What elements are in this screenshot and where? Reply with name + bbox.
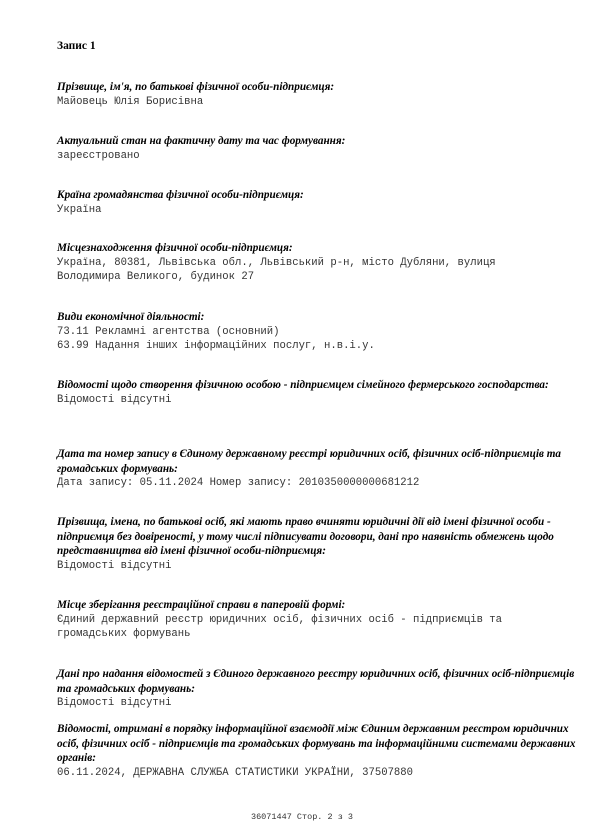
field-value: Майовець Юлія Борисівна: [57, 95, 204, 108]
field-registry-entry: [57, 447, 577, 491]
field-label: Відомості щодо створення фізичною особою - підприємцем сімейного фермерського господарства:: [57, 379, 549, 391]
field-label: Види економічної діяльності:: [57, 311, 205, 323]
field-paper-storage: [57, 598, 577, 642]
field-value: Дата запису: 05.11.2024 Номер запису: 2010350000000681212: [57, 477, 420, 489]
field-label: Відомості, отримані в порядку інформаційної взаємодії між Єдиним державним реєстром юридичних осіб, фізичних осіб - підприємців та громадських формувань та інформаційними системами державних органів:: [57, 723, 576, 764]
field-authorized-persons: [57, 515, 577, 573]
field-label: Місцезнаходження фізичної особи-підприємця:: [57, 242, 293, 254]
field-label: Прізвище, ім'я, по батькові фізичної особи-підприємця:: [57, 81, 335, 93]
field-label: Прізвища, імена, по батькові осіб, які мають право вчиняти юридичні дії від імені фізичної особи - підприємця без довіреності, у тому числі підписувати договори, дані про наявність обмежень щодо представництва від імені фізичної особи-підприємця:: [57, 516, 554, 557]
field-farm: [57, 378, 577, 407]
field-full-name: [57, 80, 577, 109]
field-value: Україна, 80381, Львівська обл., Львівський р-н, місто Дубляни, вулиця Володимира Великого, будинок 27: [57, 256, 496, 283]
field-address: [57, 241, 577, 285]
field-activities: [57, 310, 577, 354]
record-title: Запис 1: [57, 40, 96, 52]
field-label: Актуальний стан на фактичну дату та час формування:: [57, 135, 346, 147]
field-value: Відомості відсутні: [57, 559, 172, 572]
field-value: Відомості відсутні: [57, 393, 172, 406]
field-value: 73.11 Рекламні агентства (основний) 63.99 Надання інших інформаційних послуг, н.в.і.у.: [57, 325, 375, 352]
field-value: зареєстровано: [57, 149, 140, 162]
field-label: Країна громадянства фізичної особи-підприємця:: [57, 189, 304, 201]
field-label: Дата та номер запису в Єдиному державному реєстрі юридичних осіб, фізичних осіб-підприємців та громадських формувань:: [57, 448, 562, 475]
page-footer: 36071447 Стор. 2 з 3: [250, 812, 354, 822]
field-interaction-info: [57, 722, 577, 780]
field-value: Єдиний державний реєстр юридичних осіб, фізичних осіб - підприємців та громадських формувань: [57, 613, 503, 640]
field-value: Україна: [57, 203, 102, 216]
field-value: 06.11.2024, ДЕРЖАВНА СЛУЖБА СТАТИСТИКИ УКРАЇНИ, 37507880: [57, 766, 414, 779]
field-label: Дані про надання відомостей з Єдиного державного реєстру юридичних осіб, фізичних осіб-підприємців та громадських формувань:: [57, 668, 575, 695]
field-value: Відомості відсутні: [57, 697, 172, 709]
field-citizenship: [57, 188, 577, 217]
field-label: Місце зберігання реєстраційної справи в паперовій формі:: [57, 599, 346, 611]
field-status: [57, 134, 577, 163]
field-data-provision: [57, 667, 577, 711]
